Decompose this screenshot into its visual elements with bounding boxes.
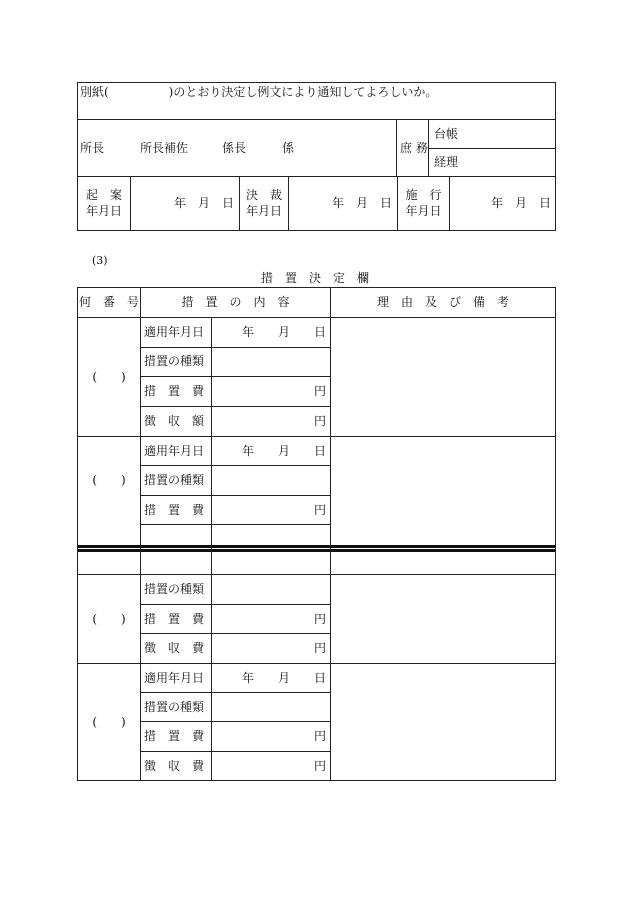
label-cost-1: 措 置 費 (144, 384, 205, 398)
label-kind-4: 措置の種類 (144, 700, 205, 714)
case-no-4: ( ) (92, 715, 126, 729)
table-title: 措 置 決 定 欄 (260, 271, 369, 285)
header-content: 措 置 の 内 容 (181, 295, 290, 309)
enforce-date-label-2: 年月日 (405, 204, 442, 218)
label-cost-3: 措 置 費 (144, 612, 205, 626)
draft-date-label-1: 起 案 (85, 188, 122, 202)
enforce-date-label-1: 施 行 (405, 188, 442, 202)
case-no-1: ( ) (92, 370, 126, 384)
label-apply-date-1: 適用年月日 (144, 325, 205, 339)
decision-date-label-2: 年月日 (245, 204, 282, 218)
label-kind-3: 措置の種類 (144, 582, 205, 596)
decision-date-label-1: 決 裁 (245, 188, 282, 202)
decision-date-value: 年 月 日 (331, 196, 392, 210)
label-collect-cost-3: 徴 収 費 (144, 641, 205, 655)
ledger-label: 台帳 (434, 127, 459, 141)
label-cost-2: 措 置 費 (144, 503, 205, 517)
case-no-3: ( ) (92, 612, 126, 626)
value-collect-cost-4: 円 (313, 759, 326, 773)
label-cost-4: 措 置 費 (144, 729, 205, 743)
general-affairs-label: 庶 務 (400, 141, 428, 155)
role-staff: 係 (282, 141, 295, 155)
value-cost-4: 円 (313, 729, 326, 743)
value-cost-2: 円 (313, 503, 326, 517)
header-remarks: 理 由 及 び 備 考 (376, 295, 509, 309)
value-cost-1: 円 (313, 384, 326, 398)
value-cost-3: 円 (313, 612, 326, 626)
role-director: 所長 (80, 141, 105, 155)
enforce-date-value: 年 月 日 (490, 196, 551, 210)
label-kind-2: 措置の種類 (144, 473, 205, 487)
value-apply-date-4: 年 月 日 (241, 671, 326, 685)
role-deputy-director: 所長補佐 (140, 141, 189, 155)
label-kind-1: 措置の種類 (144, 354, 205, 368)
value-collect-cost-3: 円 (313, 641, 326, 655)
break-band (77, 545, 555, 548)
notice-text: 別紙( )のとおり決定し例文により通知してよろしいか。 (80, 85, 438, 99)
label-collect-amount-1: 徴 収 額 (144, 414, 205, 428)
value-apply-date-2: 年 月 日 (241, 444, 326, 458)
draft-date-value: 年 月 日 (173, 196, 234, 210)
draft-date-label-2: 年月日 (85, 204, 122, 218)
header-case-no: 何 番 号 (78, 295, 139, 309)
role-section-chief: 係長 (222, 141, 247, 155)
accounting-label: 経理 (434, 155, 459, 169)
value-collect-amount-1: 円 (313, 414, 326, 428)
label-apply-date-2: 適用年月日 (144, 444, 205, 458)
label-apply-date-4: 適用年月日 (144, 671, 205, 685)
section-number: (3) (92, 254, 108, 267)
label-collect-cost-4: 徴 収 費 (144, 759, 205, 773)
case-no-2: ( ) (92, 473, 126, 487)
value-apply-date-1: 年 月 日 (241, 325, 326, 339)
